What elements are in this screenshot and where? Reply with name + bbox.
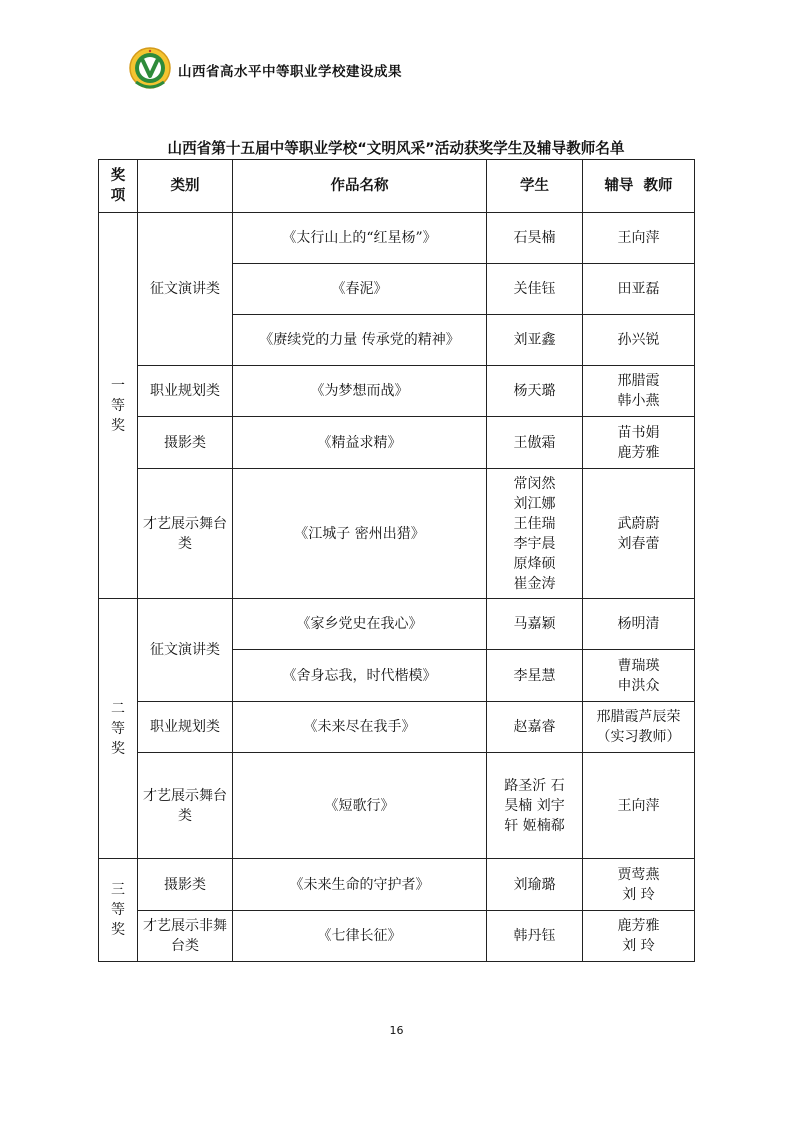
- table-row: [99, 702, 695, 753]
- table-row: [99, 366, 695, 417]
- page-header: [128, 44, 402, 96]
- table-header-row: [99, 160, 695, 213]
- table-row: [99, 213, 695, 264]
- prize-cell: 二等奖: [99, 599, 138, 859]
- work-cell: 《舍身忘我，时代楷模》: [233, 650, 487, 702]
- work-cell: 《短歌行》: [233, 753, 487, 859]
- teacher-cell: 苗书娟 鹿芳雅: [583, 417, 695, 469]
- header-work: 作品名称: [233, 160, 487, 213]
- category-cell: 征文演讲类: [138, 599, 233, 702]
- table-row: [99, 753, 695, 859]
- prize-cell: 三等奖: [99, 859, 138, 962]
- category-cell: 职业规划类: [138, 702, 233, 753]
- table-row: [99, 911, 695, 962]
- document-title: 山西省第十五届中等职业学校“文明风采”活动获奖学生及辅导教师名单: [167, 140, 625, 157]
- work-cell: 《未来尽在我手》: [233, 702, 487, 753]
- student-cell: 路圣沂 石 昊楠 刘宇 轩 姬楠郗: [487, 753, 583, 859]
- work-cell: 《精益求精》: [233, 417, 487, 469]
- teacher-cell: 鹿芳雅 刘 玲: [583, 911, 695, 962]
- work-cell: 《江城子 密州出猎》: [233, 469, 487, 599]
- work-cell: 《太行山上的“红星杨”》: [233, 213, 487, 264]
- table-row: [99, 469, 695, 599]
- work-cell: 《为梦想而战》: [233, 366, 487, 417]
- student-cell: 李星慧: [487, 650, 583, 702]
- teacher-cell: 王向萍: [583, 753, 695, 859]
- work-cell: 《家乡党史在我心》: [233, 599, 487, 650]
- header-category: 类别: [138, 160, 233, 213]
- teacher-cell: 贾莺燕 刘 玲: [583, 859, 695, 911]
- category-cell: 摄影类: [138, 859, 233, 911]
- teacher-cell: 孙兴锐: [583, 315, 695, 366]
- student-cell: 杨天璐: [487, 366, 583, 417]
- student-cell: 马嘉颖: [487, 599, 583, 650]
- prize-cell: 一等奖: [99, 213, 138, 599]
- category-cell: 才艺展示非舞台类: [138, 911, 233, 962]
- school-logo-icon: [128, 46, 172, 94]
- work-cell: 《未来生命的守护者》: [233, 859, 487, 911]
- category-cell: 才艺展示舞台类: [138, 469, 233, 599]
- work-cell: 《赓续党的力量 传承党的精神》: [233, 315, 487, 366]
- teacher-cell: 王向萍: [583, 213, 695, 264]
- student-cell: 刘瑜璐: [487, 859, 583, 911]
- header-teacher: 辅导 教师: [583, 160, 695, 213]
- student-cell: 刘亚鑫: [487, 315, 583, 366]
- student-cell: 石昊楠: [487, 213, 583, 264]
- header-org-text: 山西省高水平中等职业学校建设成果: [178, 64, 402, 80]
- category-cell: 征文演讲类: [138, 213, 233, 366]
- page-number: 16: [389, 1024, 404, 1037]
- header-prize: 奖项: [99, 160, 138, 213]
- table-row: [99, 599, 695, 650]
- student-cell: 韩丹钰: [487, 911, 583, 962]
- teacher-cell: 邢腊霞芦辰荣 （实习教师）: [583, 702, 695, 753]
- teacher-cell: 武蔚蔚 刘春蕾: [583, 469, 695, 599]
- teacher-cell: 田亚磊: [583, 264, 695, 315]
- category-cell: 摄影类: [138, 417, 233, 469]
- table-row: [99, 417, 695, 469]
- teacher-cell: 杨明清: [583, 599, 695, 650]
- category-cell: 职业规划类: [138, 366, 233, 417]
- work-cell: 《春泥》: [233, 264, 487, 315]
- student-cell: 赵嘉睿: [487, 702, 583, 753]
- work-cell: 《七律长征》: [233, 911, 487, 962]
- student-cell: 关佳钰: [487, 264, 583, 315]
- student-cell: 王傲霜: [487, 417, 583, 469]
- award-table: [98, 159, 695, 962]
- student-cell: 常闵然 刘江娜 王佳瑞 李宇晨 原烽硕 崔金涛: [487, 469, 583, 599]
- category-cell: 才艺展示舞台类: [138, 753, 233, 859]
- teacher-cell: 邢腊霞 韩小燕: [583, 366, 695, 417]
- header-student: 学生: [487, 160, 583, 213]
- teacher-cell: 曹瑞瑛 申洪众: [583, 650, 695, 702]
- table-row: [99, 859, 695, 911]
